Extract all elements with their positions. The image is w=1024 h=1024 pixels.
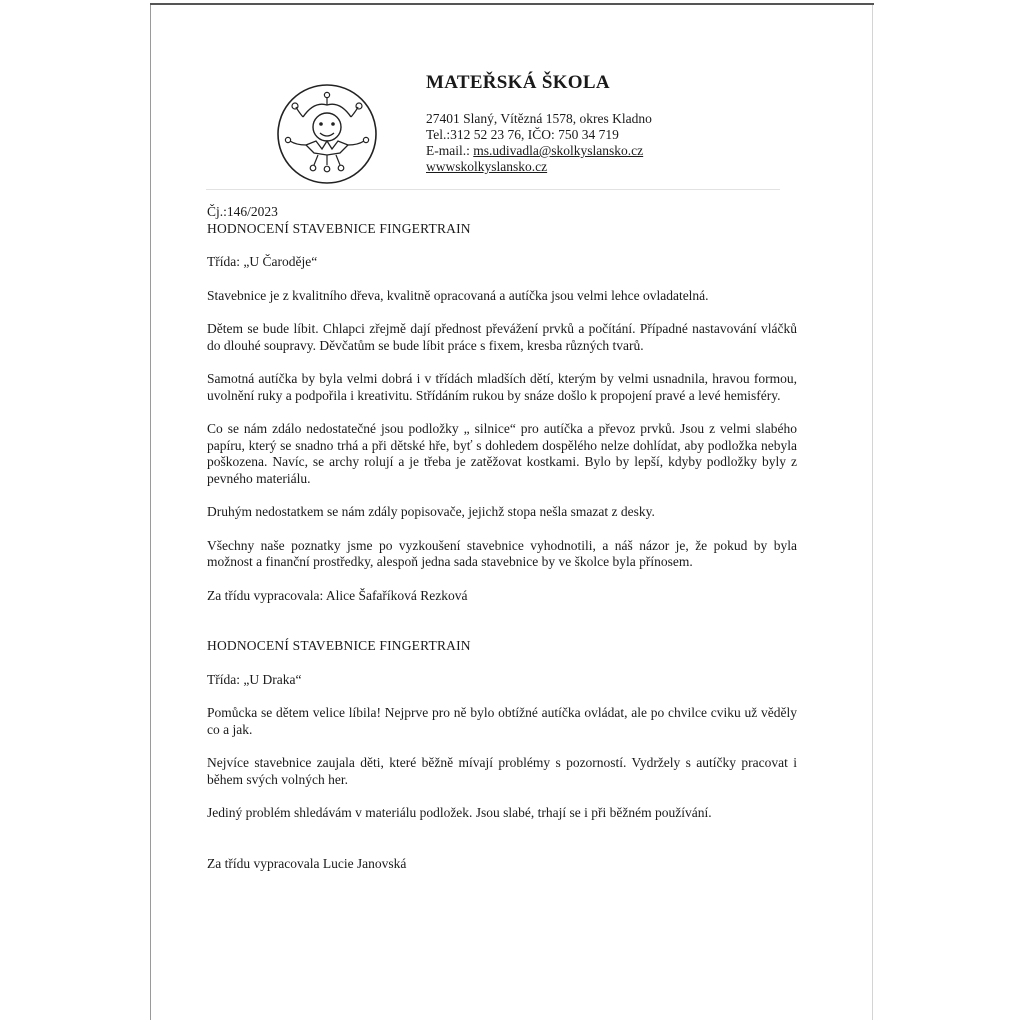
section1-paragraph: Dětem se bude líbit. Chlapci zřejmě dají přednost převážení prvků a počítání. Případné nastavování vláčků do dlouhé soupravy. Děvčatům se bude líbit práce s fixem, kresba různých tvarů. (207, 321, 797, 353)
section1-paragraph: Druhým nedostatkem se nám zdály popisovače, jejichž stopa nešla smazat z desky. (207, 504, 655, 519)
email-link[interactable]: ms.udivadla@skolkyslansko.cz (473, 143, 644, 158)
section2-title: HODNOCENÍ STAVEBNICE FINGERTRAIN (207, 638, 471, 653)
section2-paragraph: Nejvíce stavebnice zaujala děti, které běžně mívají problémy s pozorností. Vydržely s autíčky pracovat i během svých volných her. (207, 755, 797, 787)
letterhead (426, 72, 652, 175)
section1-signature: Za třídu vypracovala: Alice Šafaříková Rezková (207, 587, 468, 603)
section1-paragraph: Co se nám zdálo nedostatečné jsou podložky „ silnice“ pro autíčka a převoz prvků. Jsou z velmi slabého papíru, který se snadno trhá a při dětské hře, byť s dohledem dospělého nelze dohlídat, aby podložka nebyla poškozena. Navíc, se archy rolují a je třeba je zatěžovat kostkami. Bylo by lepší, kdyby podložky byly z pevného materiálu. (207, 421, 797, 486)
section1-class-label: Třída: „U Čaroděje“ (207, 254, 318, 269)
school-address: 27401 Slaný, Vítězná 1578, okres Kladno (426, 111, 652, 126)
section1-paragraph: Všechny naše poznatky jsme po vyzkoušení stavebnice vyhodnotili, a náš názor je, že pokud by byla možnost a finanční prostředky, alespoň jedna sada stavebnice by ve školce byla přínosem. (207, 537, 797, 569)
section2-paragraph: Pomůcka se dětem velice líbila! Nejprve pro ně bylo obtížné autíčka ovládat, ale po chvilce cviku už věděly co a jak. (207, 705, 797, 737)
document-body (207, 204, 797, 872)
header-divider (206, 189, 780, 190)
reference-number: Čj.:146/2023 (207, 204, 278, 219)
email-label: E-mail.: (426, 143, 474, 158)
school-name: MATEŘSKÁ ŠKOLA (426, 72, 610, 93)
scan-edge-right (872, 5, 873, 1020)
scan-edge-left (150, 5, 151, 1020)
jester-child-logo-icon (276, 83, 378, 185)
section1-paragraph: Stavebnice je z kvalitního dřeva, kvalitně opracovaná a autíčka jsou velmi lehce ovladatelná. (207, 287, 709, 303)
section1-title: HODNOCENÍ STAVEBNICE FINGERTRAIN (207, 220, 471, 236)
section2-class-label: Třída: „U Draka“ (207, 671, 302, 687)
section1-paragraph: Samotná autíčka by byla velmi dobrá i v třídách mladších dětí, kterým by velmi usnadnila, hravou formou, uvolnění ruky a podpořila i kreativitu. Střídáním rukou by snáze došlo k propojení pravé a levé hemisféry. (207, 371, 797, 403)
school-phone-ico: Tel.:312 52 23 76, IČO: 750 34 719 (426, 127, 619, 142)
website-link[interactable]: wwwskolkyslansko.cz (426, 159, 548, 174)
section2-signature: Za třídu vypracovala Lucie Janovská (207, 855, 407, 871)
section2-paragraph: Jediný problém shledávám v materiálu podložek. Jsou slabé, trhají se i při běžném používání. (207, 805, 712, 820)
scan-edge-top (150, 3, 874, 5)
school-email-line (426, 143, 652, 159)
